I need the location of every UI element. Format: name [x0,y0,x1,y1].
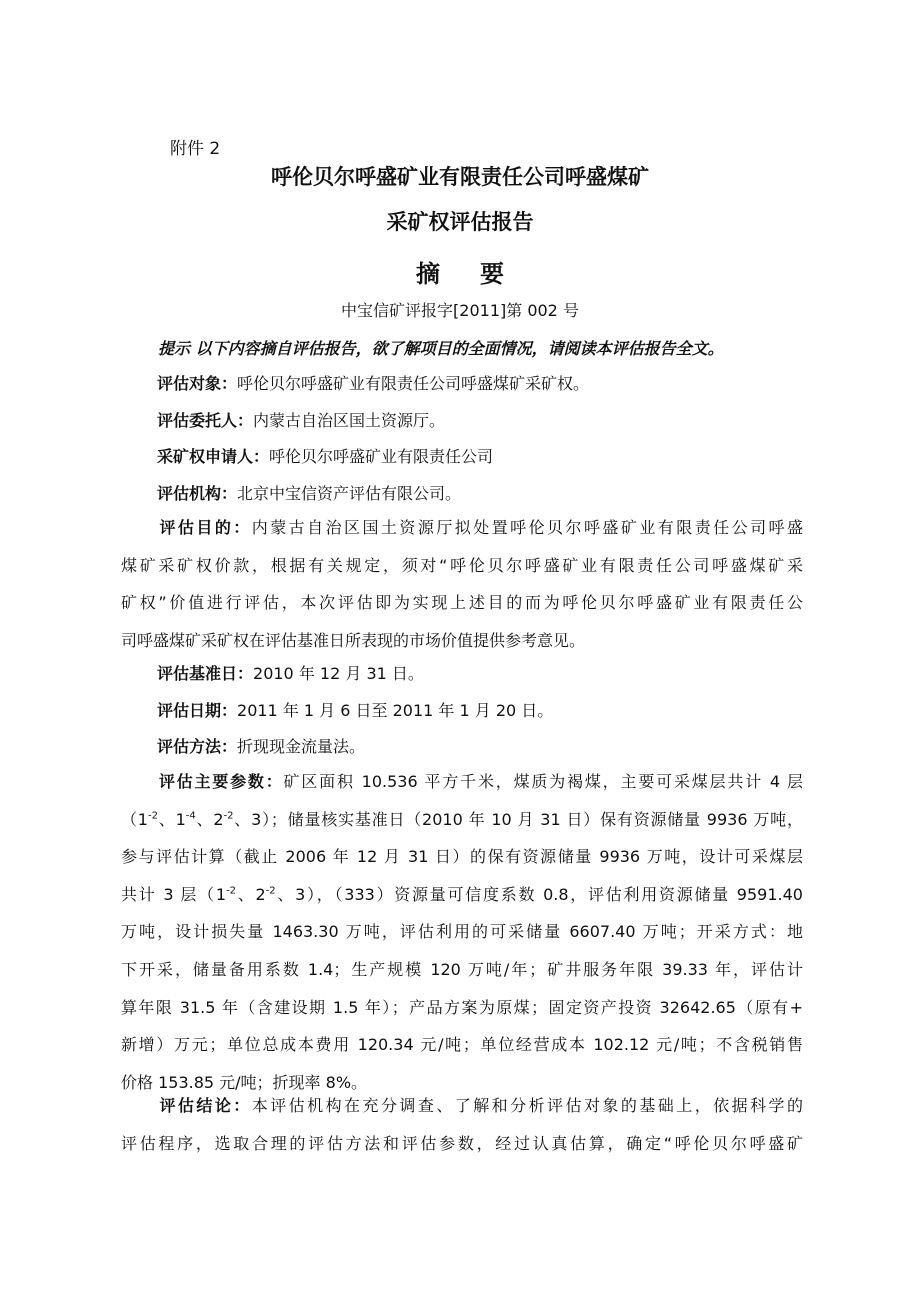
conclusion-label: 评估结论： [157,1096,252,1115]
abstract-heading-right: 要 [480,260,504,288]
conclusion-paragraph [121,1087,803,1162]
conclusion-line2: 评估程序，选取合理的评估方法和评估参数，经过认真估算，确定“呼伦贝尔呼盛矿 [121,1133,803,1153]
field-basedate [157,661,424,687]
document-number: 中宝信矿评报字[2011]第 002 号 [341,301,579,320]
field-object [157,371,589,397]
params-label: 评估主要参数： [157,772,284,791]
params-line7: 算年限 31.5 年（含建设期 1.5 年）；产品方案为原煤；固定资产投资 32642.65（原有+ [121,997,803,1017]
field-period [157,698,553,724]
field-object-label: 评估对象： [157,374,238,393]
field-method-label: 评估方法： [157,737,238,756]
field-client-label: 评估委托人： [157,411,254,430]
field-client-value: 内蒙古自治区国土资源厅。 [253,411,446,430]
purpose-line4: 司呼盛煤矿采矿权在评估基准日所表现的市场价值提供参考意见。 [121,630,586,650]
purpose-paragraph [121,509,803,659]
params-paragraph [121,763,803,1101]
field-agency [157,481,461,507]
attachment-label: 附件 2 [170,139,221,159]
params-line1: 评估主要参数：矿区面积 10.536 平方千米，煤质为褐煤，主要可采煤层共计 4 层 [157,772,803,791]
abstract-heading [0,259,920,289]
field-applicant-label: 采矿权申请人： [157,447,270,466]
report-title-line2: 采矿权评估报告 [386,210,534,234]
params-line9: 价格 153.85 元/吨；折现率 8%。 [121,1072,368,1092]
field-method [157,734,365,760]
field-applicant-value: 呼伦贝尔呼盛矿业有限责任公司 [269,447,494,466]
purpose-line2: 煤矿采矿权价款，根据有关规定，须对“呼伦贝尔呼盛矿业有限责任公司呼盛煤矿采 [121,555,803,575]
params-line8: 新增）万元；单位总成本费用 120.34 元/吨；单位经营成本 102.12 元/吨；不含税销售 [121,1035,803,1055]
field-object-value: 呼伦贝尔呼盛矿业有限责任公司呼盛煤矿采矿权。 [237,374,590,393]
conclusion-line1: 评估结论：本评估机构在充分调查、了解和分析评估对象的基础上，依据科学的 [157,1096,803,1115]
params-line6: 下开采，储量备用系数 1.4；生产规模 120 万吨/年；矿井服务年限 39.33 年，评估计 [121,959,803,979]
params-line2: （$1^{-2}$、$1^{-4}$、$2^{-2}$、3）；储量核实基准日（2010 年 10 月 31 日）保有资源储量 9936 万吨， [121,809,803,829]
purpose-line3: 矿权”价值进行评估，本次评估即为实现上述目的而为呼伦贝尔呼盛矿业有限责任公 [121,593,803,613]
params-line5: 万吨，设计损失量 1463.30 万吨，评估利用的可采储量 6607.40 万吨；开采方式：地 [121,922,803,942]
field-agency-label: 评估机构： [157,484,238,503]
field-method-value: 折现现金流量法。 [237,737,366,756]
params-line4: 共计 3 层（$1^{-2}$、$2^{-2}$、3），（333）资源量可信度系数 0.8，评估利用资源储量 9591.40 [121,884,803,904]
field-period-label: 评估日期： [157,701,238,720]
purpose-label: 评估目的： [157,518,252,537]
field-period-value: 2011 年 1 月 6 日至 2011 年 1 月 20 日。 [237,701,554,720]
tip-note: 提示 以下内容摘自评估报告，欲了解项目的全面情况，请阅读本评估报告全文。 [158,339,724,358]
abstract-heading-left: 摘 [416,260,440,288]
field-applicant [157,444,493,470]
field-basedate-value: 2010 年 12 月 31 日。 [253,664,424,683]
report-title-line1: 呼伦贝尔呼盛矿业有限责任公司呼盛煤矿 [271,165,649,189]
params-line3: 参与评估计算（截止 2006 年 12 月 31 日）的保有资源储量 9936 万吨，设计可采煤层 [121,847,803,867]
field-client [157,408,445,434]
field-basedate-label: 评估基准日： [157,664,254,683]
purpose-line1: 评估目的：内蒙古自治区国土资源厅拟处置呼伦贝尔呼盛矿业有限责任公司呼盛 [157,518,803,537]
field-agency-value: 北京中宝信资产评估有限公司。 [237,484,462,503]
